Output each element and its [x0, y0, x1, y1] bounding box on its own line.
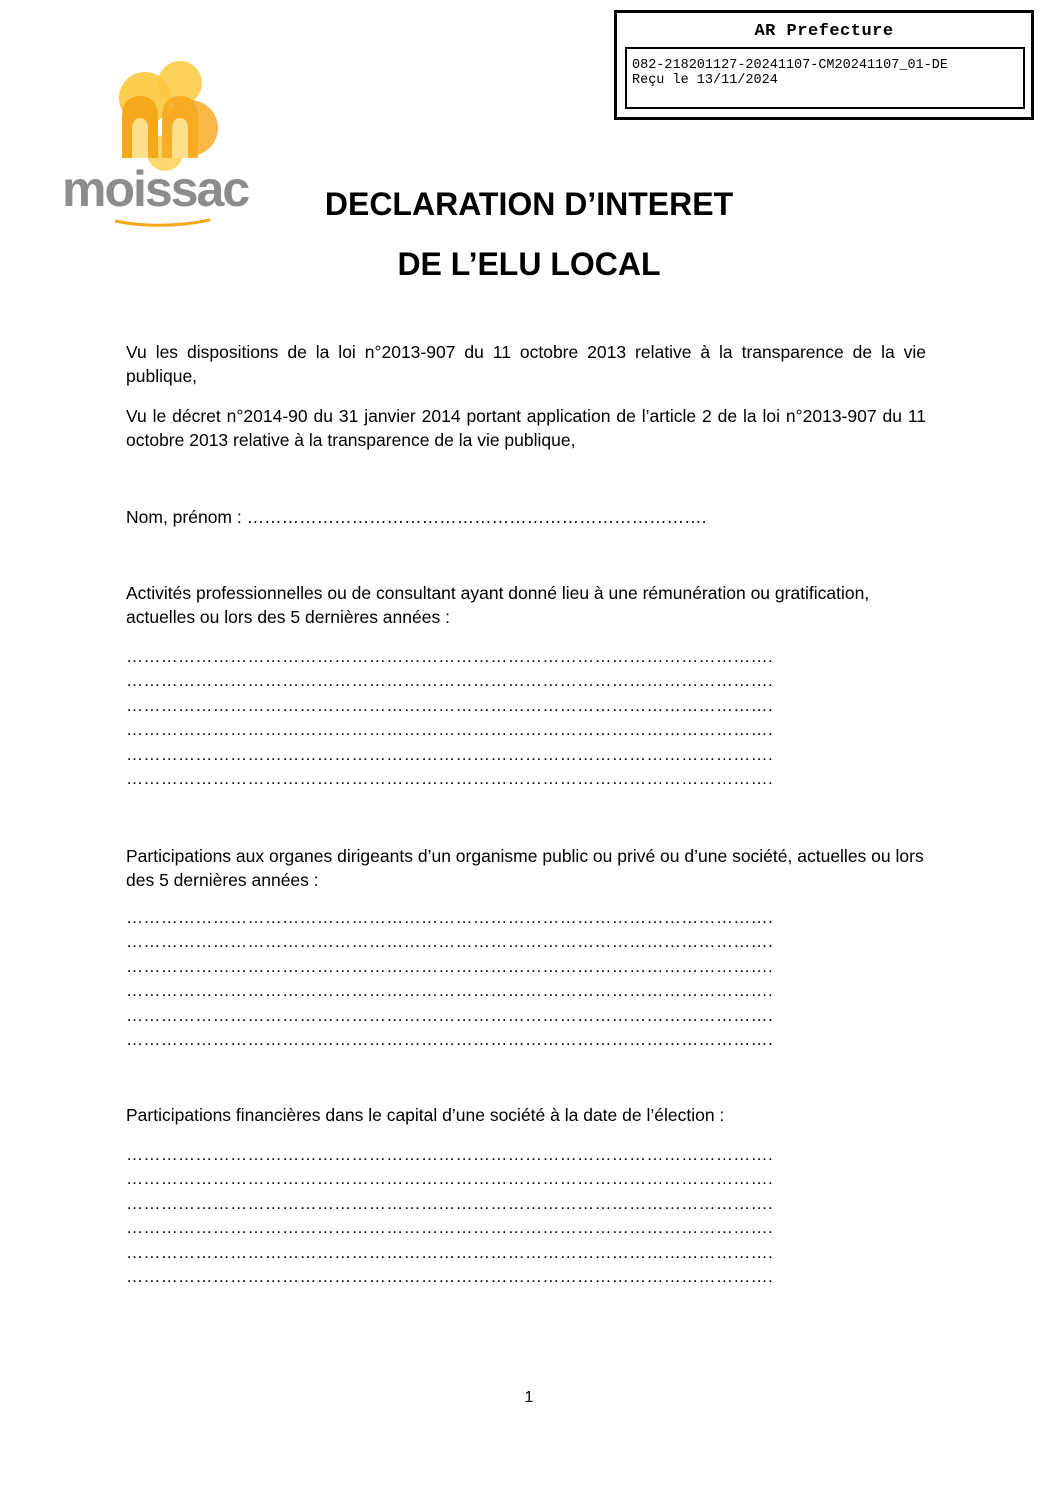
legal-reference-decree: Vu le décret n°2014-90 du 31 janvier 2014 portant application de l’article 2 de la loi n°2013-907 du 11 octobre 2013 relative à la transparence de la vie publique,: [126, 406, 926, 450]
moissac-logo-text: moissac: [62, 161, 249, 217]
prefecture-stamp: [614, 10, 1034, 120]
fill-line[interactable]: ………………………………………………………………………………………………….: [126, 1193, 774, 1213]
stamp-received-date: Reçu le 13/11/2024: [632, 73, 778, 88]
fill-line[interactable]: ………………………………………………………………………………………………….: [126, 1005, 774, 1025]
fill-line[interactable]: ………………………………………………………………………………………………….: [126, 981, 774, 1001]
fill-line[interactable]: ………………………………………………………………………………………………….: [126, 956, 774, 976]
fill-line[interactable]: ………………………………………………………………………………………………….: [126, 1218, 774, 1238]
section-fill-lines-financial-participations: [126, 1143, 936, 1289]
page-number: 1: [524, 1389, 534, 1406]
fill-line[interactable]: ………………………………………………………………………………………………….: [126, 647, 774, 666]
section-heading-financial-participations: Participations financières dans le capital d’une société à la date de l’élection :: [126, 1105, 725, 1125]
fill-line[interactable]: ………………………………………………………………………………………………….: [126, 1266, 774, 1286]
section-heading-governing-bodies: Participations aux organes dirigeants d’un organisme public ou privé ou d’une société, actuelles ou lors des 5 dernières années :: [126, 846, 924, 890]
stamp-reference: 082-218201127-20241107-CM20241107_01-DE: [632, 58, 948, 73]
section-heading-professional-activities: Activités professionnelles ou de consultant ayant donné lieu à une rémunération ou gratification, actuelles ou lors des 5 dernières années :: [126, 583, 870, 627]
fill-line[interactable]: ………………………………………………………………………………………………….: [126, 932, 774, 952]
stamp-title: AR Prefecture: [754, 22, 894, 41]
fill-line[interactable]: ………………………………………………………………………………………………….: [126, 908, 774, 927]
fill-line[interactable]: ………………………………………………………………………………………………….: [126, 1242, 774, 1262]
fill-line[interactable]: ………………………………………………………………………………………………….: [126, 671, 774, 691]
document-title-line2: DE L’ELU LOCAL: [397, 246, 661, 282]
fill-line[interactable]: ………………………………………………………………………………………………….: [126, 1029, 774, 1049]
document-title-line1: DECLARATION D’INTERET: [324, 186, 734, 222]
name-field[interactable]: Nom, prénom : …………………………………………………………………….: [126, 507, 707, 527]
fill-line[interactable]: ………………………………………………………………………………………………….: [126, 1145, 774, 1164]
stamp-reference-box: [625, 47, 1025, 109]
legal-reference-law: Vu les dispositions de la loi n°2013-907 du 11 octobre 2013 relative à la transparence de la vie publique,: [126, 342, 926, 386]
fill-line[interactable]: ………………………………………………………………………………………………….: [126, 744, 774, 764]
section-fill-lines-professional-activities: [126, 645, 936, 791]
fill-line[interactable]: ………………………………………………………………………………………………….: [126, 768, 774, 788]
section-fill-lines-governing-bodies: [126, 906, 936, 1052]
fill-line[interactable]: ………………………………………………………………………………………………….: [126, 1169, 774, 1189]
fill-line[interactable]: ………………………………………………………………………………………………….: [126, 695, 774, 715]
fill-line[interactable]: ………………………………………………………………………………………………….: [126, 720, 774, 740]
